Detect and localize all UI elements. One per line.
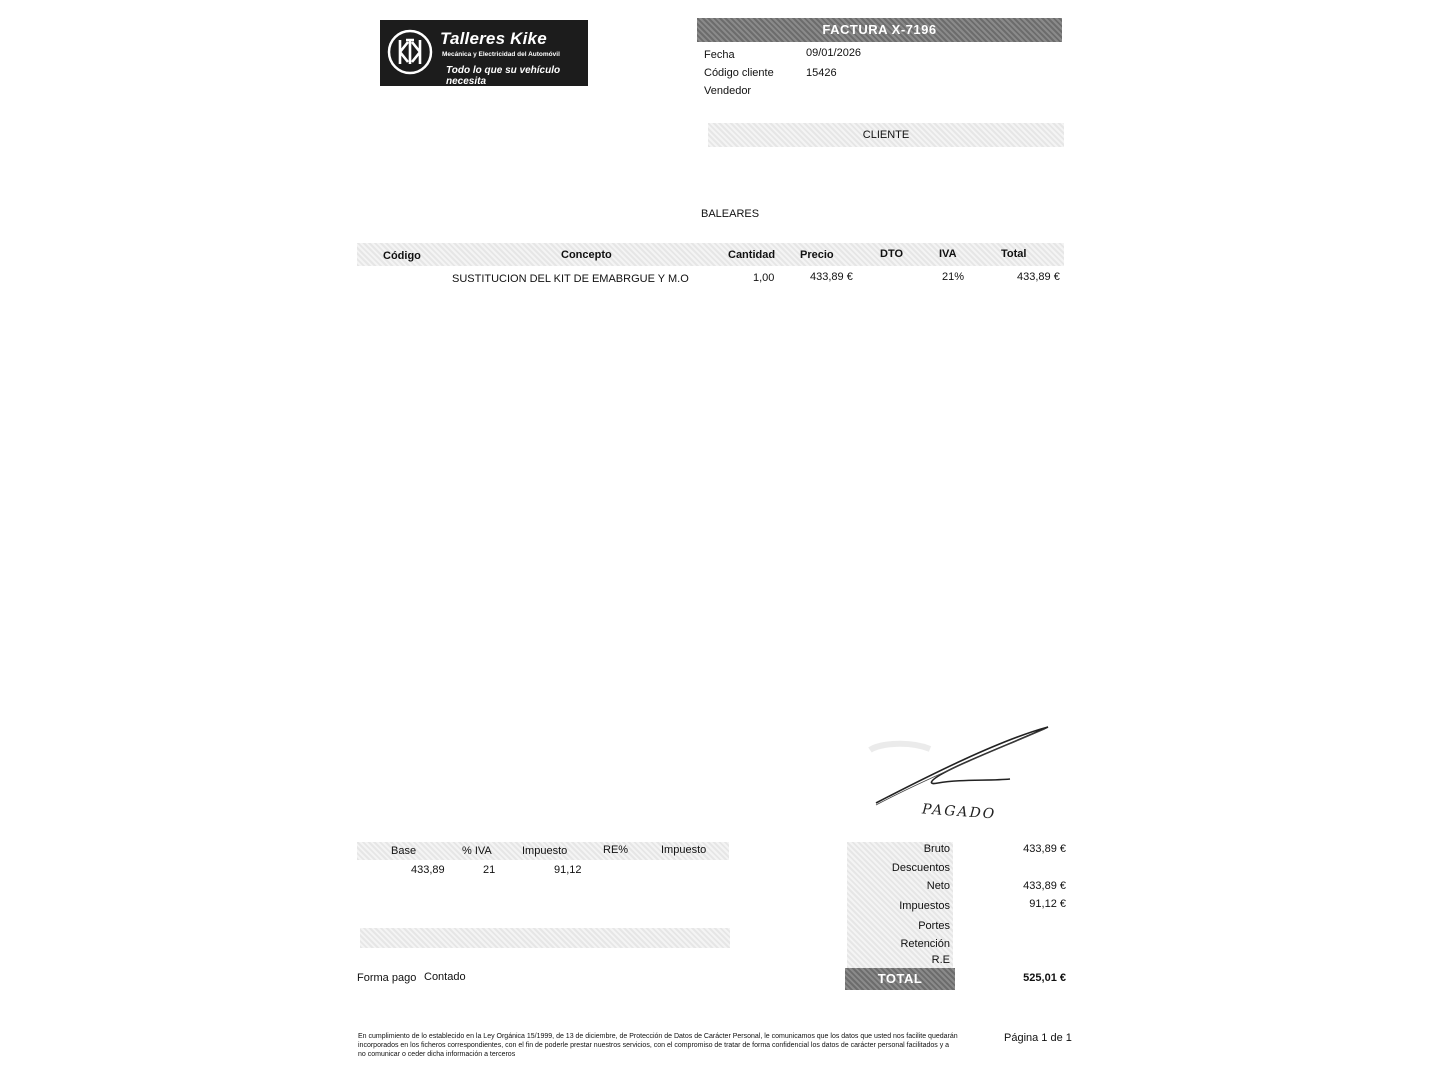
tax-iva-pct-value: 21 xyxy=(483,864,496,876)
item-iva: 21% xyxy=(942,271,965,283)
item-total: 433,89 € xyxy=(1017,271,1060,283)
totals-label: Bruto xyxy=(923,843,950,855)
tax-amount-value: 91,12 xyxy=(554,864,582,876)
company-tagline: Todo lo que su vehículo necesita xyxy=(446,65,561,87)
tax-col-tax: Impuesto xyxy=(522,845,568,857)
signature-mark xyxy=(850,715,1070,845)
totals-value: 433,89 € xyxy=(1023,880,1066,892)
invoice-title: FACTURA X-7196 xyxy=(697,18,1062,42)
tax-col-base: Base xyxy=(391,845,417,857)
paid-handwritten-note: PAGADO xyxy=(921,801,997,823)
client-region: BALEARES xyxy=(701,208,760,220)
col-dto: DTO xyxy=(880,248,904,260)
tax-col-iva-pct: % IVA xyxy=(462,845,492,857)
totals-value: 433,89 € xyxy=(1023,843,1066,855)
payment-method: Contado xyxy=(424,971,466,983)
col-iva: IVA xyxy=(939,248,957,260)
col-qty: Cantidad xyxy=(728,249,776,261)
legal-notice: En cumplimiento de lo establecido en la Ley Orgánica 15/1999, de 13 de diciembre, de Protección de Datos de Carácter Personal, le comunicamos que los datos que usted nos facilite quedarán incorporados en los ficheros correspondientes, con el fin de poderle prestar nuestros servicios, con el compromiso de tratar de forma confidencial los datos de carácter personal facilitados y a no comunicar o ceder dicha información a terceros xyxy=(358,1033,958,1058)
invoice-field-label: Código cliente xyxy=(704,67,774,79)
tax-col-re-tax: Impuesto xyxy=(661,844,707,856)
item-qty: 1,00 xyxy=(753,272,775,284)
page-indicator: Página 1 de 1 xyxy=(1004,1032,1072,1044)
company-subtitle: Mecánica y Electricidad del Automóvil xyxy=(442,51,560,58)
col-total: Total xyxy=(1001,248,1027,260)
totals-label: R.E xyxy=(931,954,950,966)
tax-col-re-pct: RE% xyxy=(603,844,629,856)
payment-label: Forma pago xyxy=(357,972,417,984)
company-name: Talleres Kike xyxy=(440,29,547,48)
client-code: 15426 xyxy=(806,67,837,79)
total-label: TOTAL xyxy=(845,968,955,990)
invoice-date: 09/01/2026 xyxy=(806,47,862,59)
company-logo xyxy=(380,20,588,86)
item-price: 433,89 € xyxy=(810,271,853,283)
ktk-emblem-icon xyxy=(386,28,434,76)
totals-value: 91,12 € xyxy=(1029,898,1066,910)
totals-label: Retención xyxy=(900,938,950,950)
invoice-field-label: Fecha xyxy=(704,49,735,61)
item-concept: SUSTITUCION DEL KIT DE EMABRGUE Y M.O xyxy=(452,273,689,285)
grand-total: 525,01 € xyxy=(1023,972,1066,984)
tax-base-value: 433,89 xyxy=(411,864,445,876)
col-price: Precio xyxy=(800,249,834,261)
col-concept: Concepto xyxy=(561,249,612,261)
client-header-label: CLIENTE xyxy=(862,129,910,141)
totals-label: Portes xyxy=(918,920,950,932)
client-header xyxy=(708,123,1064,147)
col-code: Código xyxy=(383,250,421,262)
invoice-field-label: Vendedor xyxy=(704,85,752,97)
redacted-strip xyxy=(360,928,730,948)
totals-label: Impuestos xyxy=(899,900,950,912)
items-table-header xyxy=(357,243,1064,266)
totals-label: Descuentos xyxy=(891,862,950,874)
totals-label: Neto xyxy=(926,880,950,892)
